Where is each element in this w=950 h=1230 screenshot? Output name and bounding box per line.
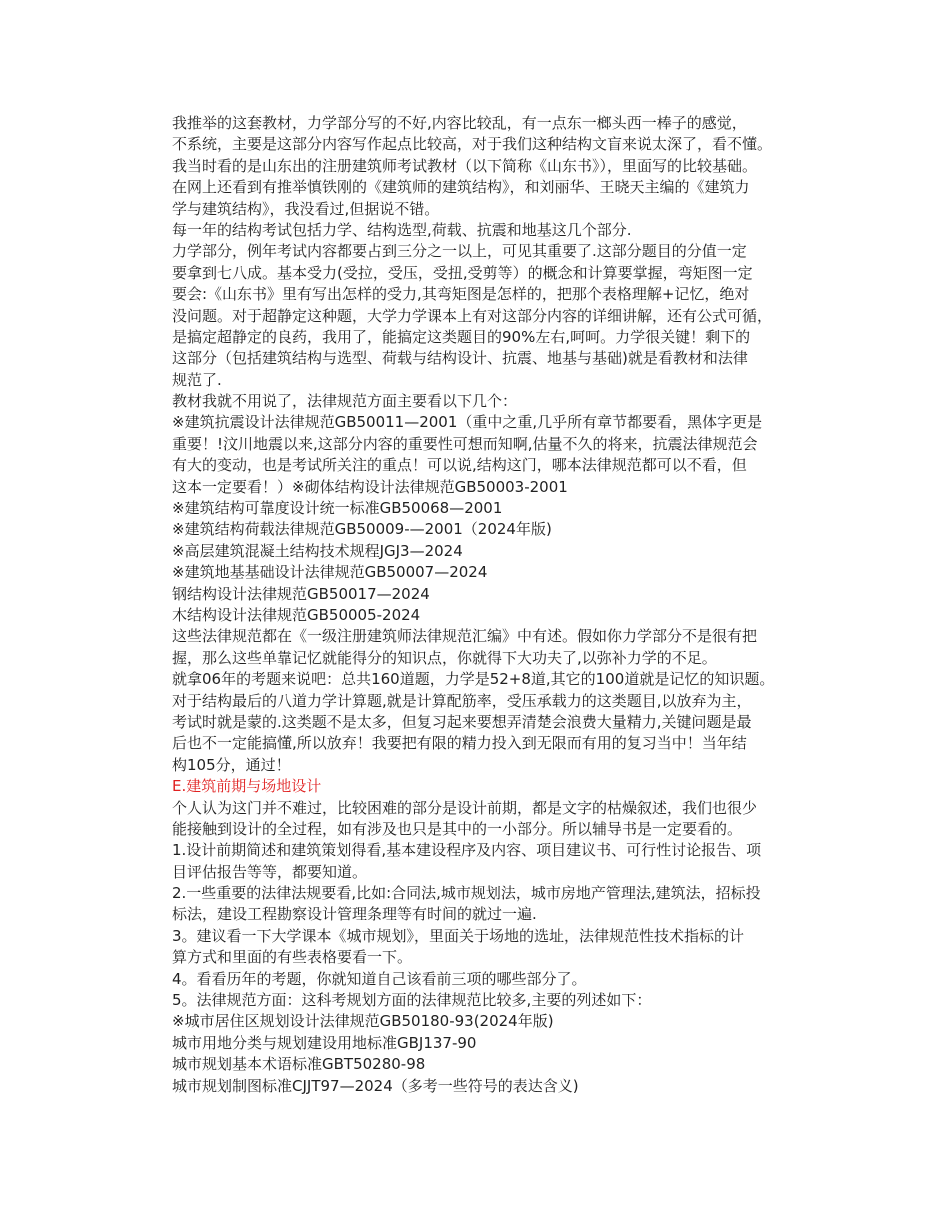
text-line: 在网上还看到有推举慎铁刚的《建筑师的建筑结构》，和刘丽华、王晓天主编的《建筑力 — [172, 178, 750, 197]
text-line: 我当时看的是山东出的注册建筑师考试教材（以下简称《山东书》），里面写的比较基础。 — [172, 156, 758, 175]
text-line: 没问题。对于超静定这种题，大学力学课本上有对这部分内容的详细讲解，还有公式可循， — [172, 306, 773, 325]
text-line: 每一年的结构考试包括力学、结构选型,荷载、抗震和地基这几个部分. — [172, 220, 632, 239]
text-line: 3。建议看一下大学课本《城市规划》，里面关于场地的选址，法律规范性技术指标的计 — [172, 926, 745, 945]
text-line: 是搞定超静定的良药，我用了，能搞定这类题目的90%左右,呵呵。力学很关键！剩下的 — [172, 327, 751, 346]
text-line: 标法，建设工程勘察设计管理条理等有时间的就过一遍. — [172, 905, 537, 924]
text-line: 个人认为这门并不难过，比较困难的部分是设计前期，都是文字的枯燥叙述，我们也很少 — [172, 798, 758, 817]
text-line: 握，那么这些单靠记忆就能得分的知识点，你就得下大功夫了,以弥补力学的不足。 — [172, 648, 717, 667]
text-line: ※高层建筑混凝土结构技术规程JGJ3—2024 — [172, 541, 463, 560]
text-line: 后也不一定能搞懂,所以放弃！我要把有限的精力投入到无限而有用的复习当中！当年结 — [172, 734, 747, 753]
text-line: 要拿到七八成。基本受力(受拉，受压，受扭,受剪等）的概念和计算要掌握，弯矩图一定 — [172, 263, 753, 282]
text-line: 有大的变动，也是考试所关注的重点！可以说,结构这门，哪本法律规范都可以不看，但 — [172, 456, 747, 475]
text-line: 教材我就不用说了，法律规范方面主要看以下几个： — [172, 392, 518, 411]
document-body — [172, 113, 822, 1097]
text-line: 算方式和里面的有些表格要看一下。 — [172, 948, 413, 967]
text-line: 钢结构设计法律规范GB50017—2024 — [172, 584, 430, 603]
text-line: 1.设计前期简述和建筑策划得看,基本建设程序及内容、项目建议书、可行性讨论报告、项 — [172, 841, 762, 860]
text-line: 木结构设计法律规范GB50005-2024 — [172, 605, 421, 624]
text-line: 城市规划基本术语标准GBT50280-98 — [172, 1055, 426, 1074]
text-line: 2.一些重要的法律法规要看,比如:合同法,城市规划法，城市房地产管理法,建筑法，招标投 — [172, 884, 761, 903]
text-line: ※建筑结构荷载法律规范GB50009-—2001（2024年版) — [172, 520, 552, 539]
text-line: 这本一定要看！）※砌体结构设计法律规范GB50003-2001 — [172, 477, 568, 496]
text-line: 这部分（包括建筑结构与选型、荷载与结构设计、抗震、地基与基础)就是看教材和法律 — [172, 349, 748, 368]
text-line: 城市用地分类与规划建设用地标准GBJ137-90 — [172, 1033, 477, 1052]
text-line: ※建筑地基基础设计法律规范GB50007—2024 — [172, 563, 488, 582]
text-line: 规范了. — [172, 370, 222, 389]
text-line: 城市规划制图标准CJJT97—2024（多考一些符号的表达含义) — [172, 1076, 579, 1095]
text-line: 构105分，通过！ — [172, 755, 291, 774]
text-line: 学与建筑结构》，我没看过,但据说不错。 — [172, 199, 440, 218]
text-line: 能接触到设计的全过程，如有涉及也只是其中的一小部分。所以辅导书是一定要看的。 — [172, 819, 743, 838]
text-line: 重要！!汶川地震以来,这部分内容的重要性可想而知啊,估量不久的将来，抗震法律规范会 — [172, 434, 758, 453]
text-line: ※建筑结构可靠度设计统一标准GB50068—2001 — [172, 499, 503, 518]
text-line: 要会:《山东书》里有写出怎样的受力,其弯矩图是怎样的，把那个表格理解+记忆，绝对 — [172, 285, 750, 304]
text-line: ※城市居住区规划设计法律规范GB50180-93(2024年版) — [172, 1012, 554, 1031]
text-line: ※建筑抗震设计法律规范GB50011—2001（重中之重,几乎所有章节都要看，黑体字更是 — [172, 413, 763, 432]
text-line: 4。看看历年的考题，你就知道自己该看前三项的哪些部分了。 — [172, 969, 587, 988]
text-line: 力学部分，例年考试内容都要占到三分之一以上，可见其重要了.这部分题目的分值一定 — [172, 242, 747, 261]
text-line: 不系统，主要是这部分内容写作起点比较高，对于我们这种结构文盲来说太深了，看不懂。 — [172, 135, 773, 154]
section-heading: E.建筑前期与场地设计 — [172, 777, 322, 796]
text-line: 考试时就是蒙的.这类题不是太多，但复习起来要想弄清楚会浪费大量精力,关键问题是最 — [172, 712, 752, 731]
text-line: 5。法律规范方面：这科考规划方面的法律规范比较多,主要的列述如下： — [172, 991, 652, 1010]
text-line: 我推举的这套教材，力学部分写的不好,内容比较乱，有一点东一榔头西一棒子的感觉， — [172, 114, 747, 132]
text-line: 目评估报告等等，都要知道。 — [172, 862, 368, 881]
text-line: 这些法律规范都在《一级注册建筑师法律规范汇编》中有述。假如你力学部分不是很有把 — [172, 627, 758, 646]
text-line: 就拿06年的考题来说吧：总共160道题，力学是52+8道,其它的100道就是记忆的知识题。 — [172, 670, 775, 689]
text-line: 对于结构最后的八道力学计算题,就是计算配筋率，受压承载力的这类题目,以放弃为主， — [172, 691, 752, 710]
